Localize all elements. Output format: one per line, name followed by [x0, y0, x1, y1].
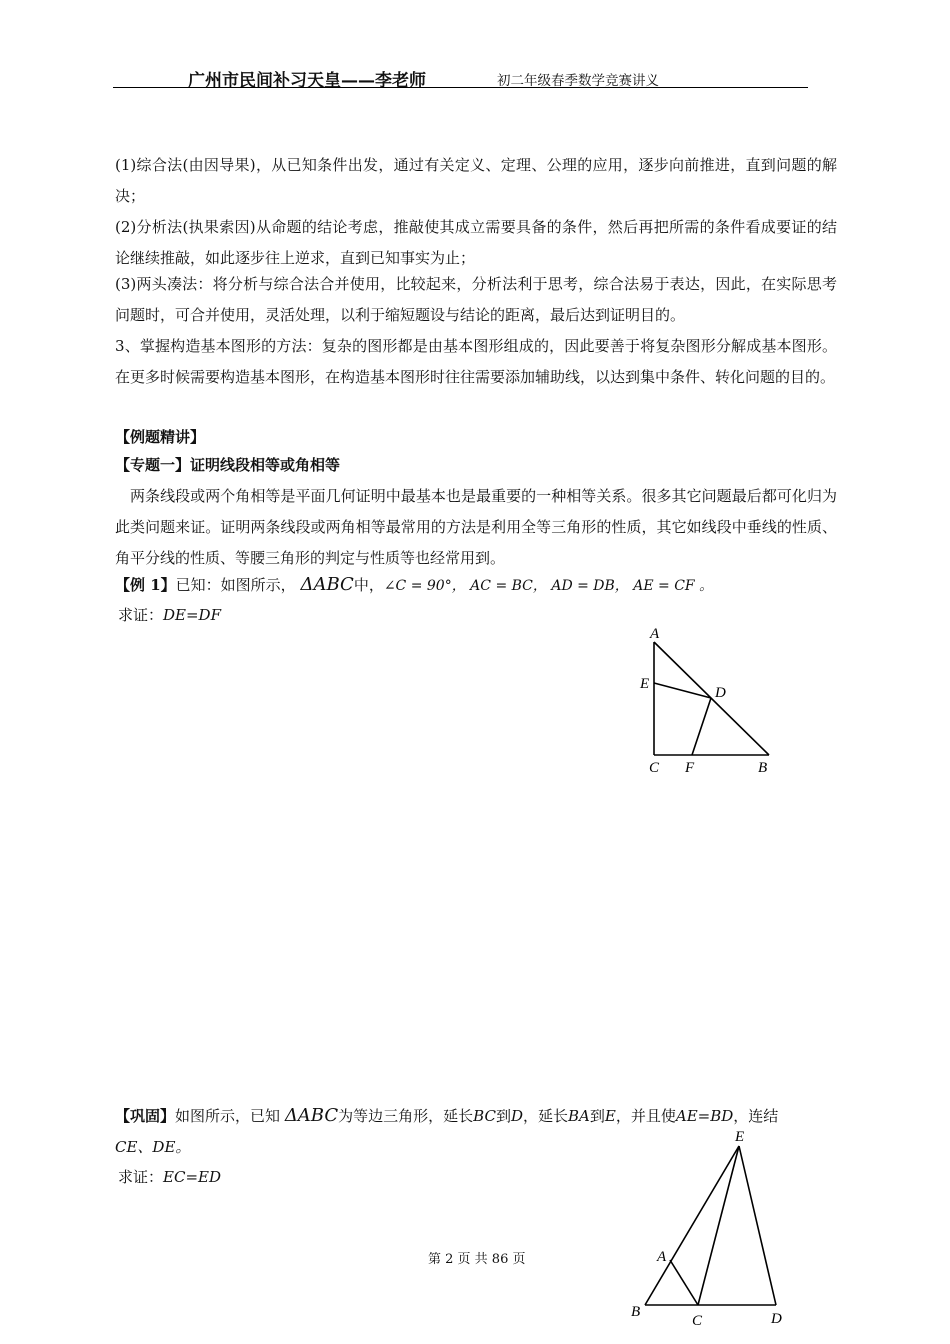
example1-statement: [115, 573, 713, 598]
example1-conditions: ∠C = 90°， AC = BC， AD = DB， AE = CF 。: [383, 578, 714, 594]
fig1-label-d: D: [715, 685, 726, 701]
consolidate-ba: BA: [568, 1107, 590, 1125]
fig2-label-d: D: [771, 1311, 782, 1327]
fig2-label-a: A: [657, 1249, 667, 1265]
consolidate-text1: 如图所示，已知: [175, 1107, 281, 1125]
consolidate-prove-text: EC=ED: [163, 1168, 221, 1186]
figure-right-triangle: [630, 620, 790, 780]
page-number: 第 2 页 共 86 页: [428, 1252, 526, 1267]
topic-title: 【专题一】证明线段相等或角相等: [115, 456, 341, 474]
consolidate-d: D: [510, 1107, 523, 1125]
fig2-line-ec: [698, 1146, 739, 1305]
header-title: 广州市民间补习天皇——李老师: [188, 71, 426, 91]
example1-prove-text: DE=DF: [163, 606, 221, 624]
method-combined: (3)两头凑法：将分析与综合法合并使用，比较起来，分析法利于思考，综合法易于表达，因此，在实际思考问题时，可合并使用，灵活处理，以利于缩短题设与结论的距离，最后达到证明目的。: [115, 275, 837, 324]
fig2-line-ed: [739, 1146, 776, 1305]
consolidate-line2: CE、DE。: [115, 1138, 191, 1156]
fig2-label-e: E: [735, 1129, 745, 1145]
fig2-line-ac: [670, 1260, 698, 1305]
consolidate-tag: 【巩固】: [115, 1107, 176, 1125]
construct-figures: 3、掌握构造基本图形的方法：复杂的图形都是由基本图形组成的，因此要善于将复杂图形分解成基本图形。在更多时候需要构造基本图形，在构造基本图形时往往需要添加辅助线，以达到集中条件、转化问题的目的。: [115, 337, 837, 386]
consolidate-prove-label: 求证：: [118, 1168, 164, 1186]
fig1-label-b: B: [758, 760, 768, 776]
fig1-label-f: F: [685, 760, 695, 776]
fig1-label-a: A: [650, 626, 660, 642]
fig1-label-e: E: [640, 676, 650, 692]
example1-triangle: ΔABC: [300, 574, 354, 595]
consolidate-ae-bd: AE=BD: [675, 1107, 734, 1125]
example1-prove-label: 求证：: [118, 606, 164, 624]
topic-intro: 两条线段或两个角相等是平面几何证明中最基本也是最重要的一种相等关系。很多其它问题最后都可化归为此类问题来证。证明两条线段或两角相等最常用的方法是利用全等三角形的性质，其它如线段中垂线的性质、角平分线的性质、等腰三角形的判定与性质等也经常用到。: [115, 487, 837, 567]
figure-equilateral-extended: [625, 1122, 795, 1332]
example1-lead: 已知：如图所示，: [175, 576, 296, 594]
consolidate-to2: 到: [589, 1107, 605, 1125]
fig1-segment-df: [692, 698, 711, 755]
consolidate-text2: 为等边三角形，延长: [338, 1107, 474, 1125]
consolidate-to1: 到: [495, 1107, 511, 1125]
method-synthesis: (1)综合法(由因导果)，从已知条件出发，通过有关定义、定理、公理的应用，逐步向前推进，直到问题的解决；: [115, 156, 837, 205]
fig2-label-c: C: [692, 1313, 703, 1329]
method-analysis: (2)分析法(执果索因)从命题的结论考虑，推敲使其成立需要具备的条件，然后再把所需的条件看成要证的结论继续推敲，如此逐步往上逆求，直到已知事实为止；: [115, 218, 837, 267]
fig2-line-be: [645, 1146, 739, 1305]
example1-in: 中，: [353, 576, 384, 594]
fig1-label-c: C: [649, 760, 660, 776]
consolidate-triangle: ΔABC: [284, 1105, 339, 1126]
header-subtitle: 初二年级春季数学竞赛讲义: [497, 73, 659, 89]
consolidate-text3: ，延长: [523, 1107, 569, 1125]
header-rule: [113, 87, 808, 88]
example1-tag: 【例 1】: [115, 576, 176, 594]
consolidate-text5: ，连结: [733, 1107, 779, 1125]
consolidate-bc: BC: [473, 1107, 496, 1125]
consolidate-e: E: [604, 1107, 616, 1125]
consolidate-prove: [118, 1165, 221, 1189]
consolidate-text4: ，并且使: [615, 1107, 676, 1125]
section-title: 【例题精讲】: [115, 428, 206, 446]
fig2-label-b: B: [631, 1304, 641, 1320]
example1-prove: [118, 603, 221, 627]
